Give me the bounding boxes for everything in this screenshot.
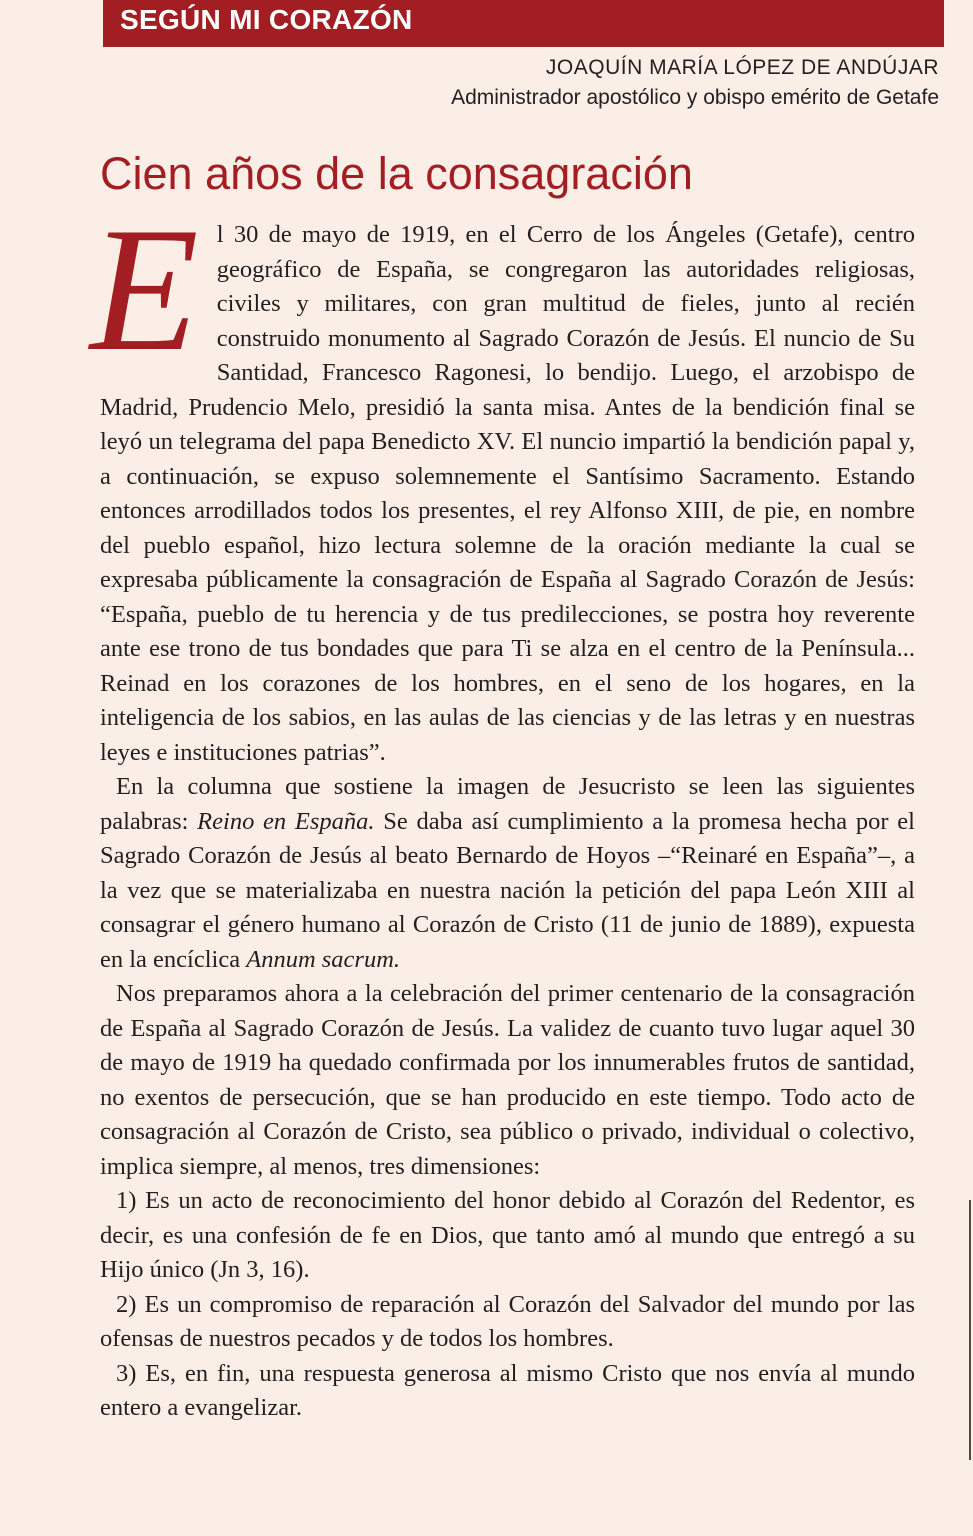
author-name: JOAQUÍN MARÍA LÓPEZ DE ANDÚJAR <box>545 56 939 79</box>
article-body <box>90 190 915 1426</box>
paragraph-2-text-a: En la columna que sostiene la imagen de Jesucristo se leen las siguientes palabras: <box>100 773 915 835</box>
paragraph-2-italic-1: Reino en España. <box>197 807 375 835</box>
author-role: Administrador apostólico y obispo emérito de Getafe <box>451 86 939 109</box>
paragraph-2-text-b: Se daba así cumplimiento a la promesa hecha por el Sagrado Corazón de Jesús al beato Bernardo de Hoyos –“Reinaré en España”–, a la vez que se materializaba en nuestra nación la petición del papa León XIII al consagrar el género humano al Corazón de Cristo (11 de junio de 1889), expuesta en la encíclica <box>100 807 915 973</box>
paragraph-2 <box>100 770 915 977</box>
paragraph-1 <box>90 190 915 770</box>
drop-cap: E <box>90 190 199 388</box>
paragraph-3: Nos preparamos ahora a la celebración del primer centenario de la consagración de España al Sagrado Corazón de Jesús. La validez de cuanto tuvo lugar aquel 30 de mayo de 1919 ha quedado confirmada por los innumerables frutos de santidad, no exentos de persecución, que se han producido en este tiempo. Todo acto de consagración al Corazón de Cristo, sea público o privado, individual o colectivo, implica siempre, al menos, tres dimensiones: <box>100 980 915 1180</box>
paragraph-6: 3) Es, en fin, una respuesta generosa al mismo Cristo que nos envía al mundo entero a evangelizar. <box>100 1359 915 1421</box>
page-edge-rule <box>969 1200 971 1460</box>
paragraph-4: 1) Es un acto de reconocimiento del honor debido al Corazón del Redentor, es decir, es una confesión de fe en Dios, que tanto amó al mundo que entregó a su Hijo único (Jn 3, 16). <box>100 1187 915 1283</box>
article-title: Cien años de la consagración <box>100 148 693 199</box>
paragraph-1-text: l 30 de mayo de 1919, en el Cerro de los Ángeles (Getafe), centro geográfico de España, se congregaron las autoridades religiosas, civiles y militares, con gran multitud de fieles, junto al recién construido monumento al Sagrado Corazón de Jesús. El nuncio de Su Santidad, Francesco Ragonesi, lo bendijo. Luego, el arzobispo de Madrid, Prudencio Melo, presidió la santa misa. Antes de la bendición final se leyó un telegrama del papa Benedicto XV. El nuncio impartió la bendición papal y, a continuación, se expuso solemnemente el Santísimo Sacramento. Estando entonces arrodillados todos los presentes, el rey Alfonso XIII, de pie, en nombre del pueblo español, hizo lectura solemne de la oración mediante la cual se expresaba públicamente la consagración de España al Sagrado Corazón de Jesús: “España, pueblo de tu herencia y de tus predilecciones, se postra hoy reverente ante ese trono de tus bondades que para Ti se alza en el centro de la Península... Reinad en los corazones de los hombres, en el seno de los hogares, en la inteligencia de los sabios, en las aulas de las ciencias y de las letras y en nuestras leyes e instituciones patrias”. <box>100 221 915 766</box>
paragraph-5: 2) Es un compromiso de reparación al Corazón del Salvador del mundo por las ofensas de nuestros pecados y de todos los hombres. <box>100 1290 915 1352</box>
paragraph-2-italic-2: Annum sacrum. <box>246 945 401 973</box>
section-title: SEGÚN MI CORAZÓN <box>120 4 413 35</box>
